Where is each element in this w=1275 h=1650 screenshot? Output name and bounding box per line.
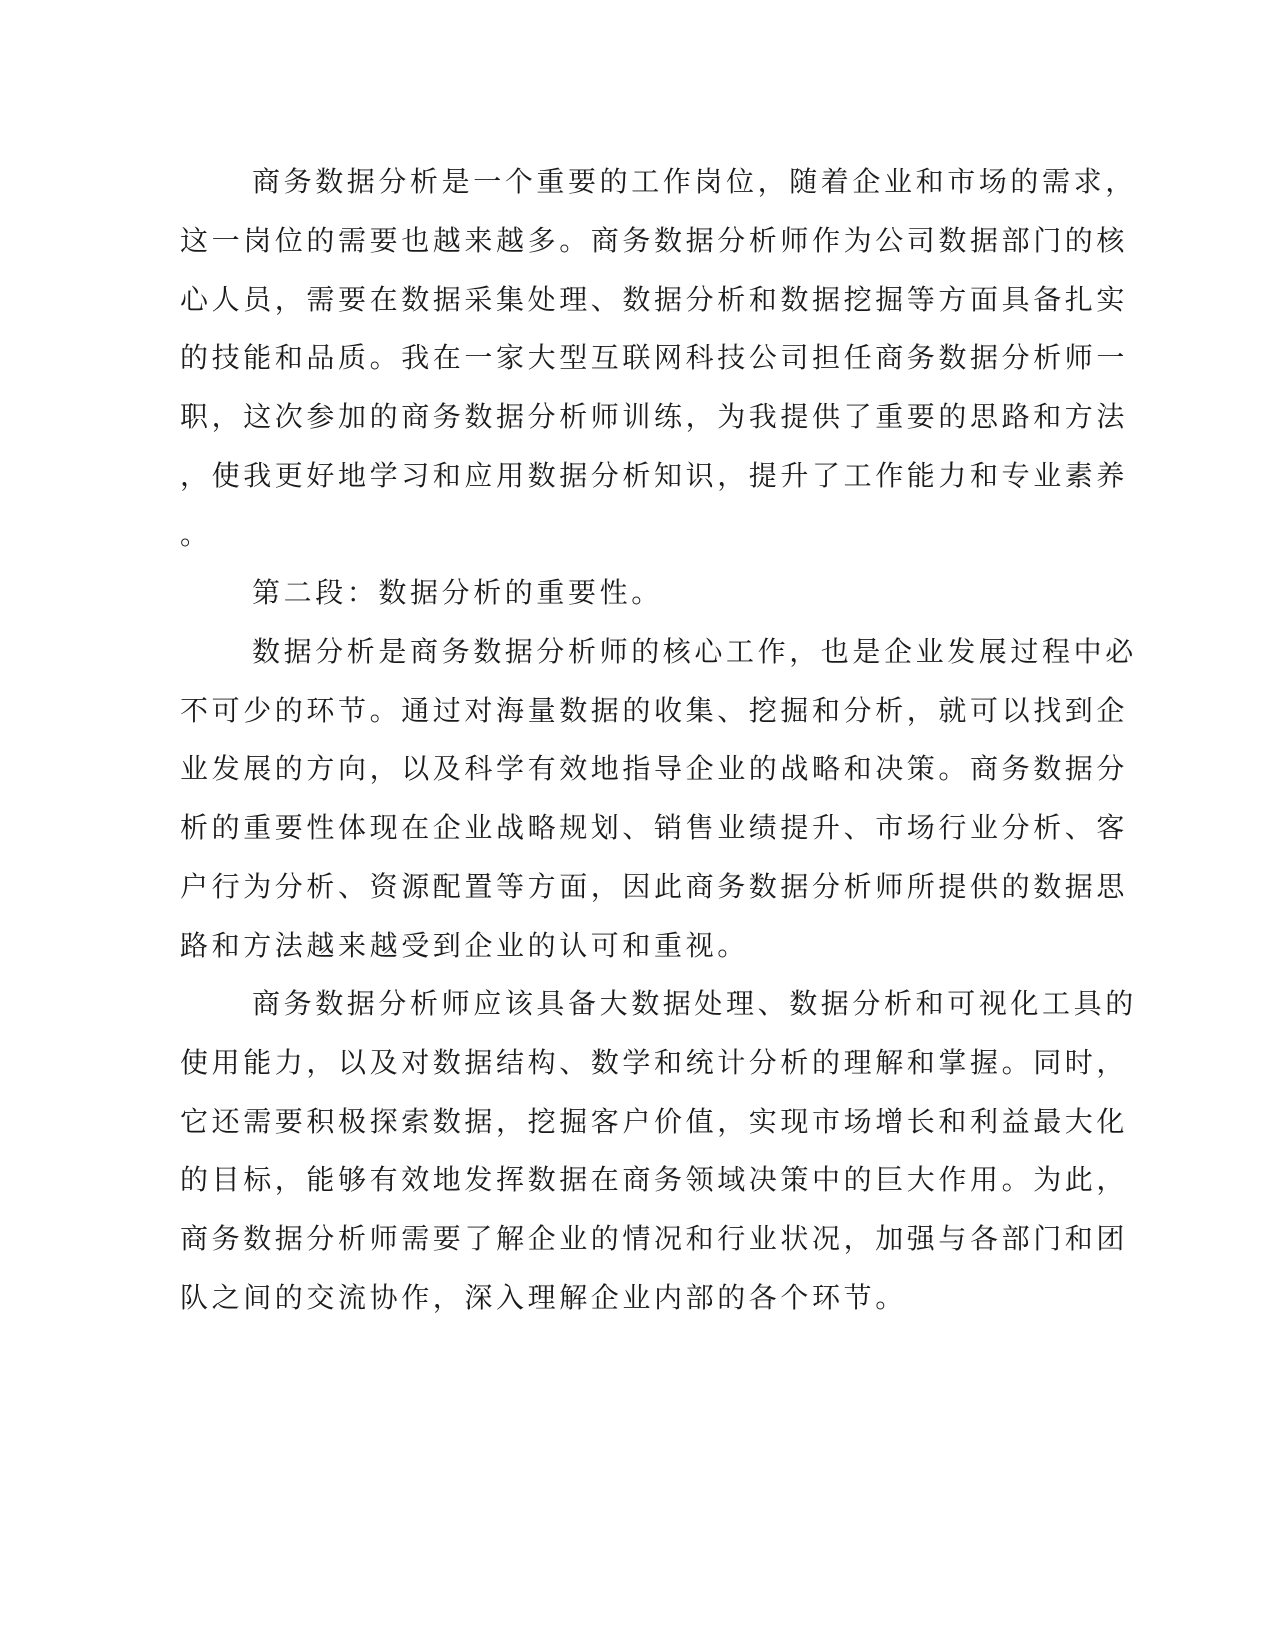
paragraph-line: 析的重要性体现在企业战略规划、销售业绩提升、市场行业分析、客 <box>180 811 1129 844</box>
paragraph-line: 。 <box>180 518 212 551</box>
paragraph-line: 商务数据分析师应该具备大数据处理、数据分析和可视化工具的 <box>252 987 1137 1020</box>
paragraph-line: 使用能力，以及对数据结构、数学和统计分析的理解和掌握。同时， <box>180 1046 1129 1079</box>
paragraph-line: 户行为分析、资源配置等方面，因此商务数据分析师所提供的数据思 <box>180 870 1129 903</box>
paragraph-line: 的目标，能够有效地发挥数据在商务领域决策中的巨大作用。为此， <box>180 1163 1129 1196</box>
paragraph-line: 它还需要积极探索数据，挖掘客户价值，实现市场增长和利益最大化 <box>180 1105 1129 1138</box>
paragraph-line: ，使我更好地学习和应用数据分析知识，提升了工作能力和专业素养 <box>180 459 1129 492</box>
paragraph-line: 业发展的方向，以及科学有效地指导企业的战略和决策。商务数据分 <box>180 752 1129 785</box>
paragraph-line: 商务数据分析是一个重要的工作岗位，随着企业和市场的需求， <box>252 165 1137 198</box>
paragraph-line: 这一岗位的需要也越来越多。商务数据分析师作为公司数据部门的核 <box>180 224 1129 257</box>
paragraph-line: 职，这次参加的商务数据分析师训练，为我提供了重要的思路和方法 <box>180 400 1129 433</box>
paragraph-line: 不可少的环节。通过对海量数据的收集、挖掘和分析，就可以找到企 <box>180 694 1129 727</box>
section-heading: 第二段：数据分析的重要性。 <box>252 576 663 609</box>
paragraph-line: 队之间的交流协作，深入理解企业内部的各个环节。 <box>180 1281 907 1314</box>
paragraph-line: 的技能和品质。我在一家大型互联网科技公司担任商务数据分析师一 <box>180 341 1129 374</box>
paragraph-line: 商务数据分析师需要了解企业的情况和行业状况，加强与各部门和团 <box>180 1222 1129 1255</box>
paragraph-line: 数据分析是商务数据分析师的核心工作，也是企业发展过程中必 <box>252 635 1137 668</box>
paragraph-line: 路和方法越来越受到企业的认可和重视。 <box>180 929 749 962</box>
paragraph-line: 心人员，需要在数据采集处理、数据分析和数据挖掘等方面具备扎实 <box>180 283 1129 316</box>
